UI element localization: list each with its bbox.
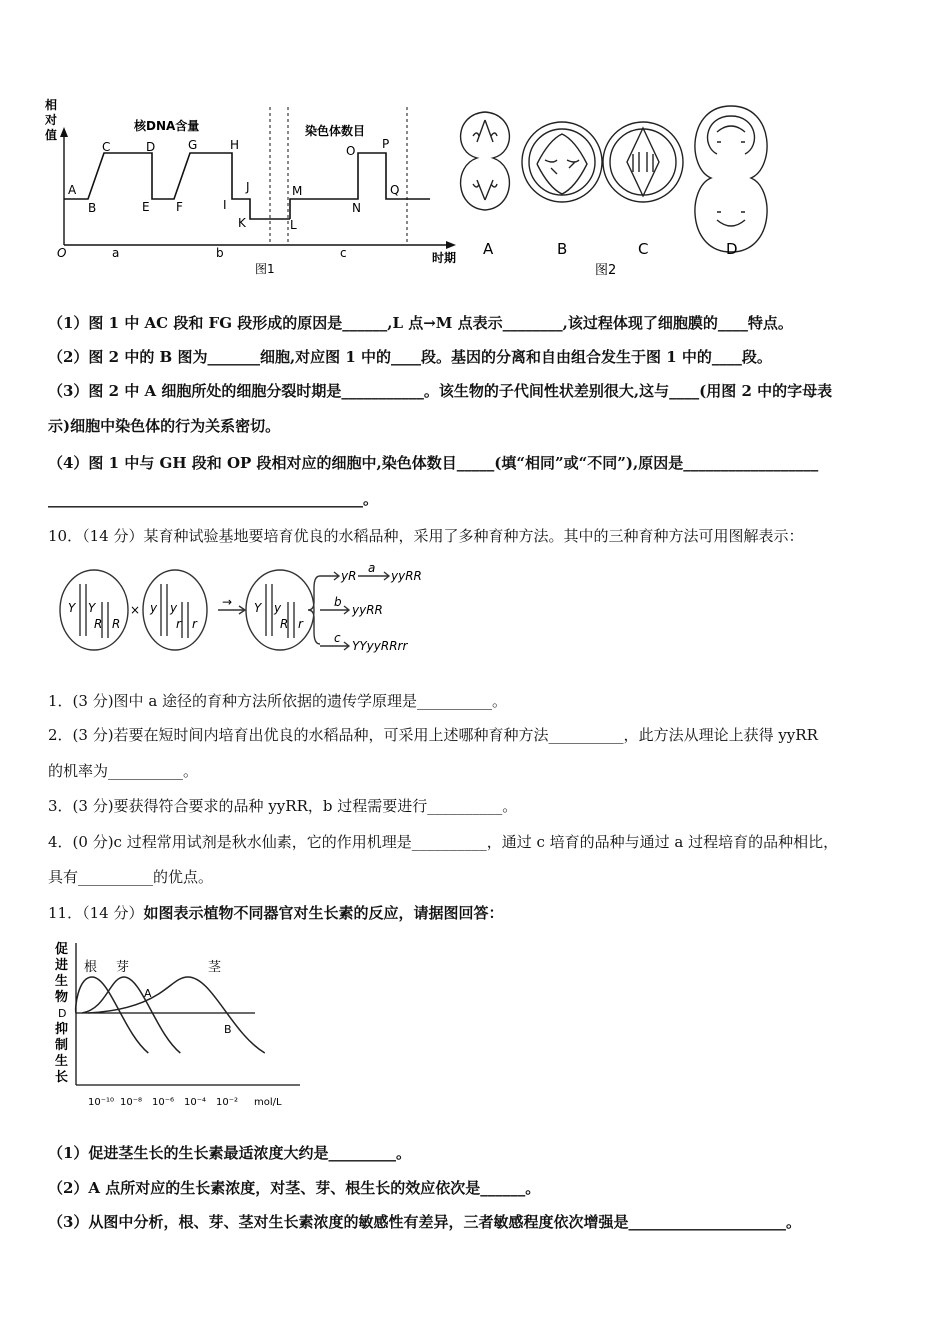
cross-symbol: × [130,603,141,617]
fig1-caption: 图1 [255,262,275,276]
fig1-pt-K: K [238,216,246,230]
cell1-gene-R1: R [94,617,103,631]
cell2-gene-y1: y [150,601,158,615]
fig2-caption: 图2 [595,263,617,278]
cell3-gene-R: R [280,617,289,631]
series-label-root: 根 [84,960,98,975]
process-arrow: → [222,595,233,609]
branch-b-label: b [334,595,342,609]
cell2-gene-r2: r [192,617,197,631]
q10-title: 10．（14 分）某育种试验基地要培育优良的水稻品种，采用了多种育种方法。其中的三种育种方法可用图解表示： [48,527,804,545]
fig1-pt-H: H [230,138,240,152]
x-tick-label: 10⁻⁴ [184,1097,207,1108]
cell-label-D: D [726,240,738,258]
fig1-pt-B: B [88,201,97,215]
q9-line-1: （1）图 1 中 AC 段和 FG 段形成的原因是______,L 点→M 点表示________,该过程体现了细胞膜的____特点。 [48,314,793,332]
cell-label-B: B [557,240,568,258]
fig1-seg-a: a [112,246,120,260]
q10-sub-1: 1．(3 分)图中 a 途径的育种方法所依据的遗传学原理是__________。 [48,692,508,710]
fig1-y-label-1: 相 [45,98,58,112]
fig1-pt-F: F [176,200,183,214]
x-tick-label: 10⁻⁸ [120,1097,143,1108]
branch-a-start: yR [341,569,357,583]
x-unit: mol/L [254,1097,282,1108]
cell3-gene-Y: Y [254,601,262,615]
figure-1-graph [40,95,460,290]
x-tick-label: 10⁻⁶ [152,1097,175,1108]
fig1-y-arrow [60,127,68,137]
cell2-gene-y2: y [170,601,178,615]
fig1-pt-M: M [292,184,303,198]
annotation-B: B [224,1023,232,1036]
branch-a-label: a [368,562,376,575]
fig1-seg-b: b [216,246,224,260]
q11-sub-2: （2）A 点所对应的生长素浓度，对茎、芽、根生长的效应依次是______。 [48,1179,541,1197]
curve-root [76,977,149,1053]
cell3-gene-r: r [298,617,303,631]
y-bot-3: 生 [55,1054,69,1069]
q11-sub-3: （3）从图中分析，根、芽、茎对生长素浓度的敏感性有差异，三者敏感程度依次增强是_____________________。 [48,1213,801,1231]
q9-line-4: 示)细胞中染色体的行为关系密切。 [48,417,281,435]
fig1-pt-D: D [146,140,156,154]
fig1-y-label-2: 对 [45,113,58,127]
annotation-A: A [144,987,152,1000]
q9-line-5: （4）图 1 中与 GH 段和 OP 段相对应的细胞中,染色体数目_____(填“相同”或“不同”),原因是__________________ [48,454,819,472]
fig1-pt-I: I [223,198,227,212]
auxin-response-chart [50,935,310,1125]
branch-b-end: yyRR [352,603,383,617]
cell1-gene-R2: R [112,617,121,631]
fig1-chrom-label: 染色体数目 [305,124,366,138]
fig1-pt-J: J [246,180,250,194]
y-bot-1: 抑 [55,1022,69,1037]
branch-c-label: c [334,631,341,645]
q9-line-6: __________________________________________。 [48,490,379,508]
fig1-pt-A: A [68,183,77,197]
series-label-bud: 芽 [116,960,130,975]
fig1-x-label: 时期 [432,251,457,265]
fig1-pt-E: E [142,200,150,214]
y-bot-4: 长 [55,1070,69,1085]
branch-a-end: yyRR [391,569,422,583]
y-bot-2: 制 [55,1038,69,1053]
q11-title-text: 如图表示植物不同器官对生长素的反应，请据图回答： [143,904,504,922]
x-tick-label: 10⁻² [216,1097,239,1108]
cell-B-icon [522,122,602,202]
cell3-gene-y: y [274,601,282,615]
q9-line-2: （2）图 2 中的 B 图为_______细胞,对应图 1 中的____段。基因的分离和自由组合发生于图 1 中的____段。 [48,348,772,366]
y-top-4: 物 [55,990,69,1005]
curve-stem [88,977,265,1053]
fig1-dna-label: 核DNA含量 [134,119,200,133]
y-top-2: 进 [55,958,69,973]
y-top-1: 促 [55,942,69,957]
q10-sub-4: 4．(0 分)c 过程常用试剂是秋水仙素，它的作用机理是__________，通过 c 培育的品种与通过 a 过程培育的品种相比， [48,833,839,851]
q10-sub-2: 2．(3 分)若要在短时间内培育出优良的水稻品种，可采用上述哪种育种方法__________，此方法从理论上获得 yyRR [48,726,818,744]
breeding-diagram [58,562,438,662]
fig1-origin: O [57,246,67,260]
q11-title [48,902,503,923]
y-origin: D [58,1007,67,1020]
cell1-gene-Y2: Y [88,601,96,615]
q11-title-num: 11．（14 分） [48,904,144,922]
q10-sub-4b: 具有__________的优点。 [48,868,214,886]
q10-sub-2b: 的机率为__________。 [48,762,199,780]
q11-sub-1: （1）促进茎生长的生长素最适浓度大约是_________。 [48,1144,411,1162]
y-top-3: 生 [55,974,69,989]
fig1-pt-L: L [290,218,297,232]
fig1-pt-O: O [346,144,356,158]
fig1-y-label-3: 值 [45,128,58,142]
series-label-stem: 茎 [208,960,222,975]
cell1-gene-Y1: Y [68,601,76,615]
cell-label-A: A [483,240,494,258]
q10-sub-3: 3．(3 分)要获得符合要求的品种 yyRR，b 过程需要进行__________。 [48,797,518,815]
branch-c-end: YYyyRRrr [352,639,408,653]
cell-C-icon [603,122,683,202]
fig1-pt-P: P [382,137,390,151]
q9-line-3: （3）图 2 中 A 细胞所处的细胞分裂时期是___________。该生物的子代间性状差别很大,这与____(用图 2 中的字母表 [48,382,833,400]
cell-A-icon [461,112,510,210]
cell2-gene-r1: r [176,617,181,631]
fig1-pt-C: C [102,140,111,154]
fig1-seg-c: c [340,246,347,260]
fig1-pt-G: G [188,138,198,152]
fig1-pt-N: N [352,201,361,215]
x-tick-label: 10⁻¹⁰ [88,1097,115,1108]
cell-D-icon [695,106,767,252]
fig1-pt-Q: Q [390,183,400,197]
cell-label-C: C [638,240,649,258]
figure-2-cells [455,102,785,282]
